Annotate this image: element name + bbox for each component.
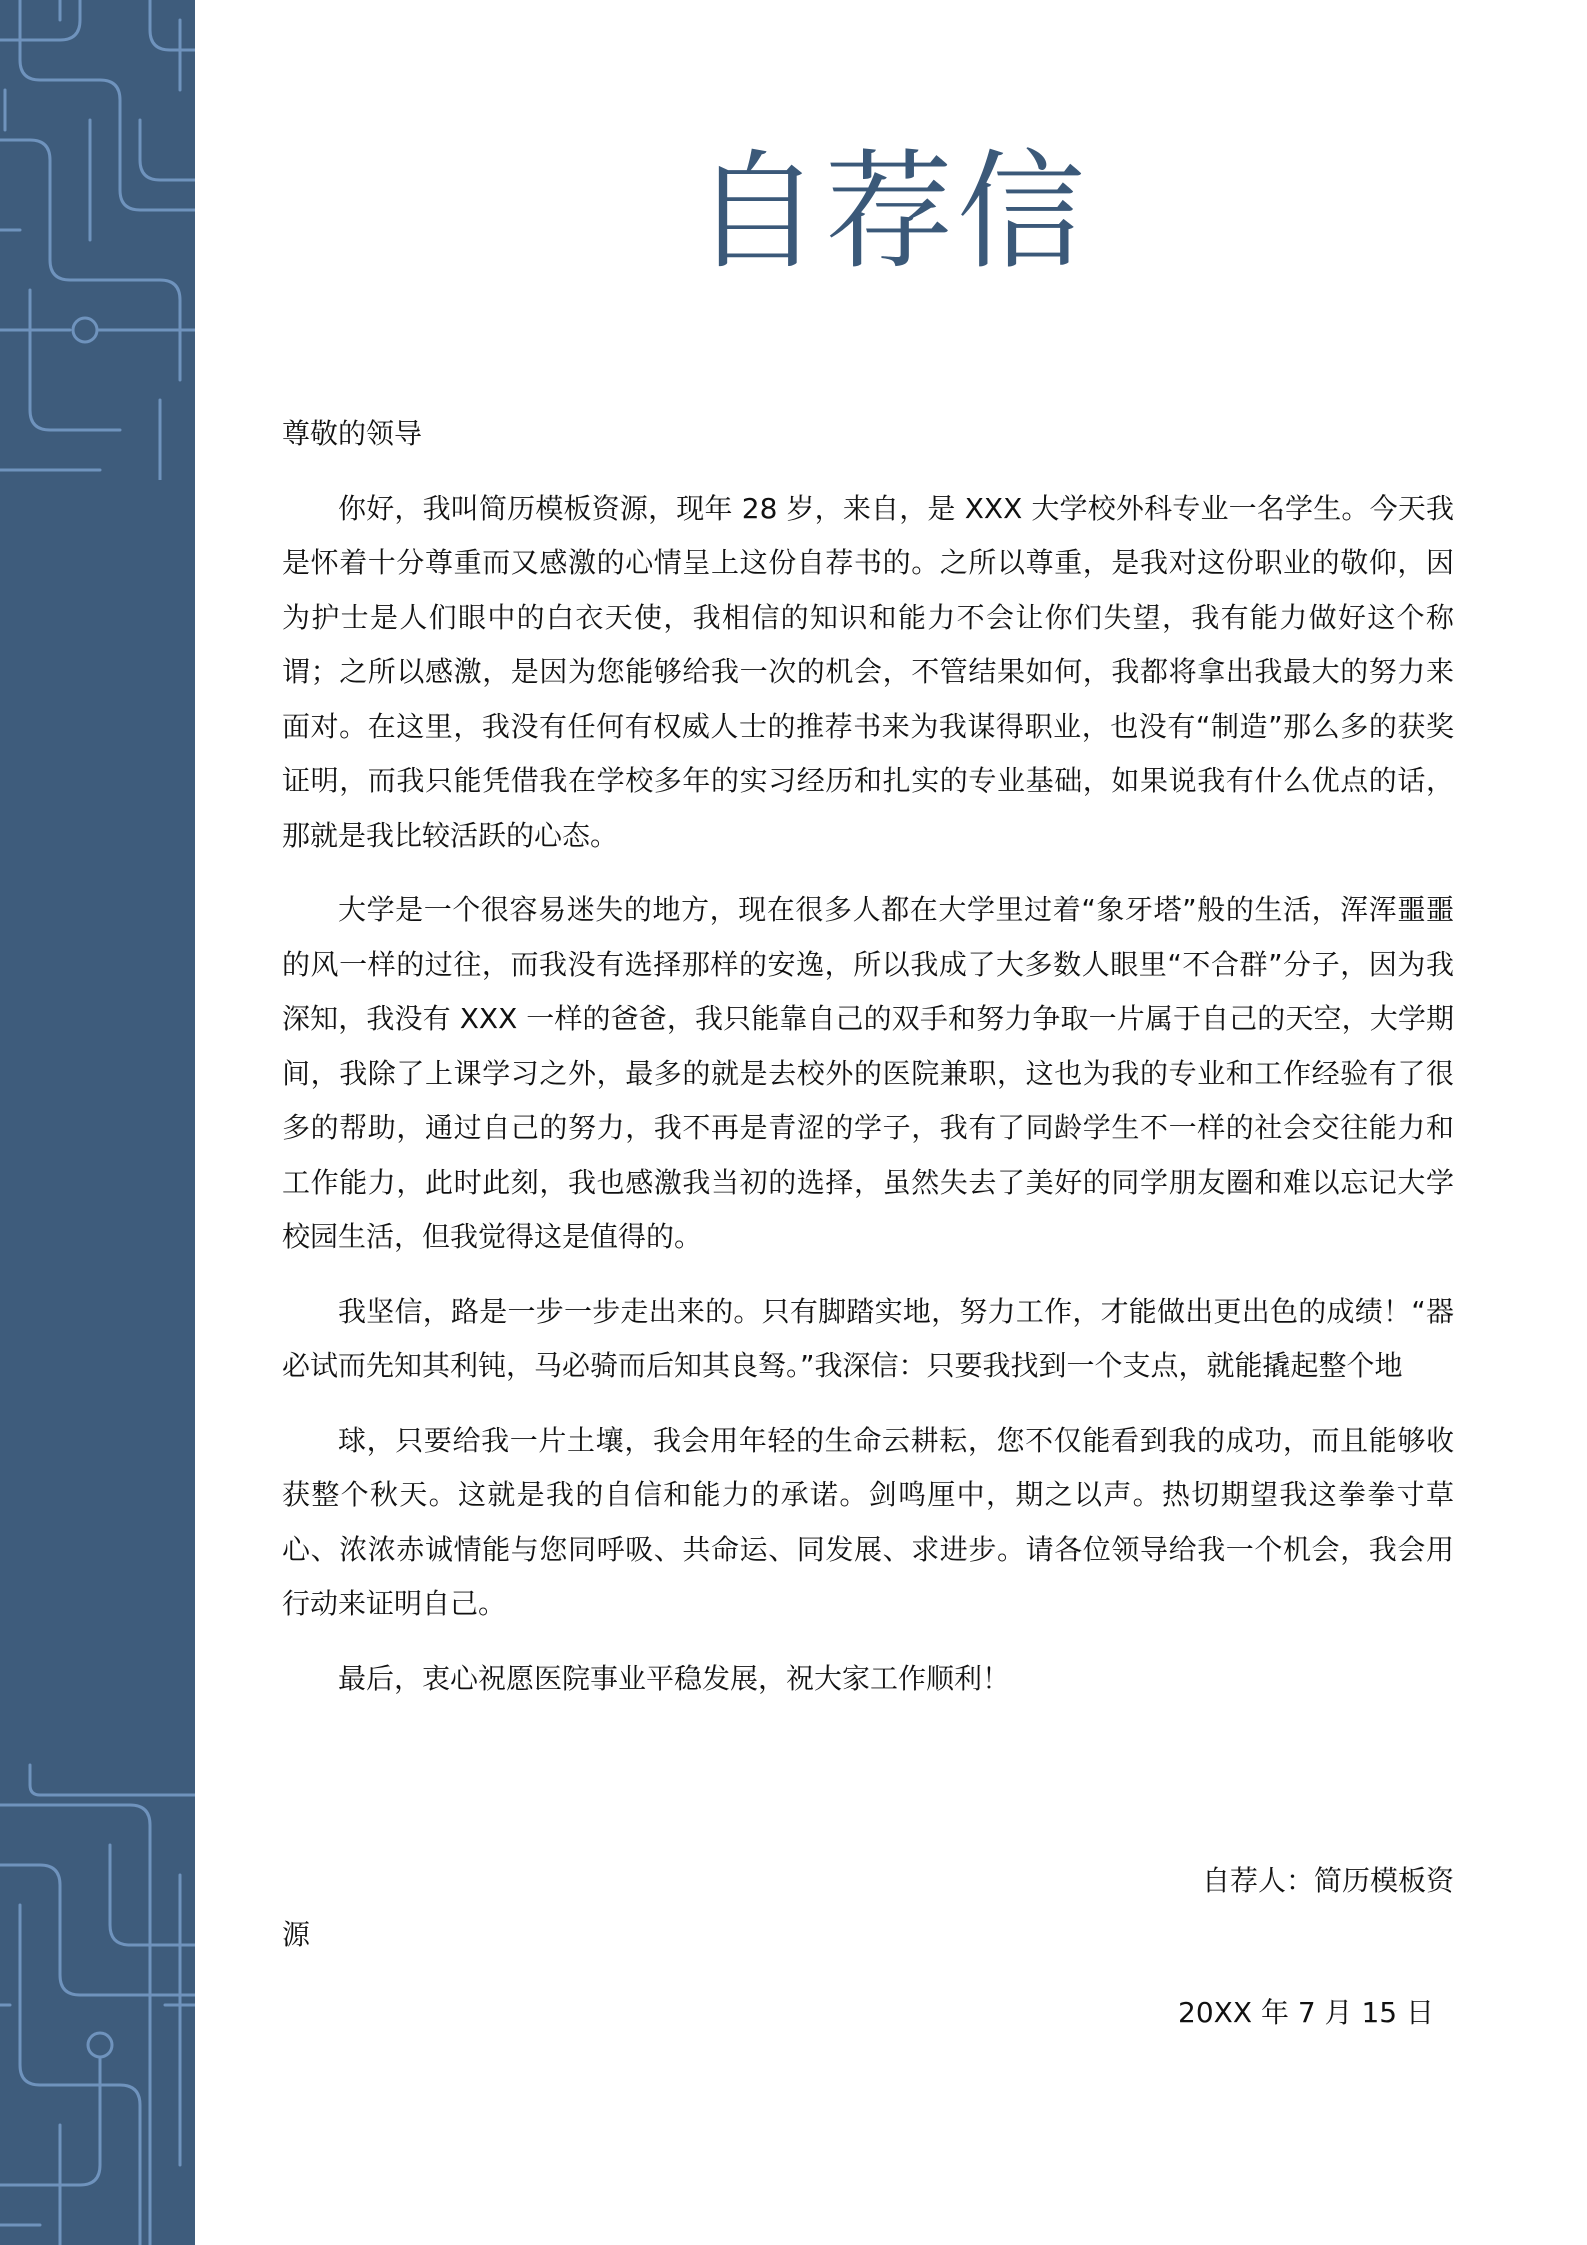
signature-name-continued: 源 (282, 1918, 311, 1951)
paragraph-1: 你好，我叫简历模板资源，现年 28 岁，来自，是 XXX 大学校外科专业一名学生。今天我是怀着十分尊重而又感激的心情呈上这份自荐书的。之所以尊重，是我对这份职业的敬仰，因为护士是人们眼中的白衣天使，我相信的知识和能力不会让你们失望，我有能力做好这个称谓；之所以感激，是因为您能够给我一次的机会，不管结果如何，我都将拿出我最大的努力来面对。在这里，我没有任何有权威人士的推荐书来为我谋得职业，也没有“制造”那么多的获奖证明，而我只能凭借我在学校多年的实习经历和扎实的专业基础，如果说我有什么优点的话，那就是我比较活跃的心态。 (282, 491, 1454, 852)
letter-body (282, 407, 1454, 1726)
page-title: 自荐信 (692, 138, 1089, 287)
letter-greeting: 尊敬的领导 (282, 417, 423, 450)
circuit-pattern-top (0, 0, 195, 480)
paragraph-4: 球，只要给我一片土壤，我会用年轻的生命云耕耘，您不仅能看到我的成功，而且能够收获整个秋天。这就是我的自信和能力的承诺。剑鸣厘中，期之以声。热切期望我这拳拳寸草心、浓浓赤诚情能与您同呼吸、共命运、同发展、求进步。请各位领导给我一个机会，我会用行动来证明自己。 (282, 1423, 1454, 1620)
paragraph-2: 大学是一个很容易迷失的地方，现在很多人都在大学里过着“象牙塔”般的生活，浑浑噩噩的风一样的过往，而我没有选择那样的安逸，所以我成了大多数人眼里“不合群”分子，因为我深知，我没有 XXX 一样的爸爸，我只能靠自己的双手和努力争取一片属于自己的天空，大学期间，我除了上课学习之外，最多的就是去校外的医院兼职，这也为我的专业和工作经验有了很多的帮助，通过自己的努力，我不再是青涩的学子，我有了同龄学生不一样的社会交往能力和工作能力，此时此刻，我也感激我当初的选择，虽然失去了美好的同学朋友圈和难以忘记大学校园生活，但我觉得这是值得的。 (282, 893, 1454, 1253)
letter-date: 20XX 年 7 月 15 日 (1178, 1996, 1434, 2029)
signature-name: 自荐人：简历模板资 (1201, 1864, 1454, 1897)
circuit-pattern-bottom (0, 1745, 195, 2245)
paragraph-3: 我坚信，路是一步一步走出来的。只有脚踏实地，努力工作，才能做出更出色的成绩！“器必试而先知其利钝，马必骑而后知其良驽。”我深信：只要我找到一个支点，就能撬起整个地 (282, 1294, 1454, 1382)
letter-page (195, 0, 1587, 2245)
paragraph-5: 最后，衷心祝愿医院事业平稳发展，祝大家工作顺利！ (338, 1661, 1011, 1695)
signature-block (282, 1854, 1454, 1962)
decorative-sidebar (0, 0, 195, 2245)
